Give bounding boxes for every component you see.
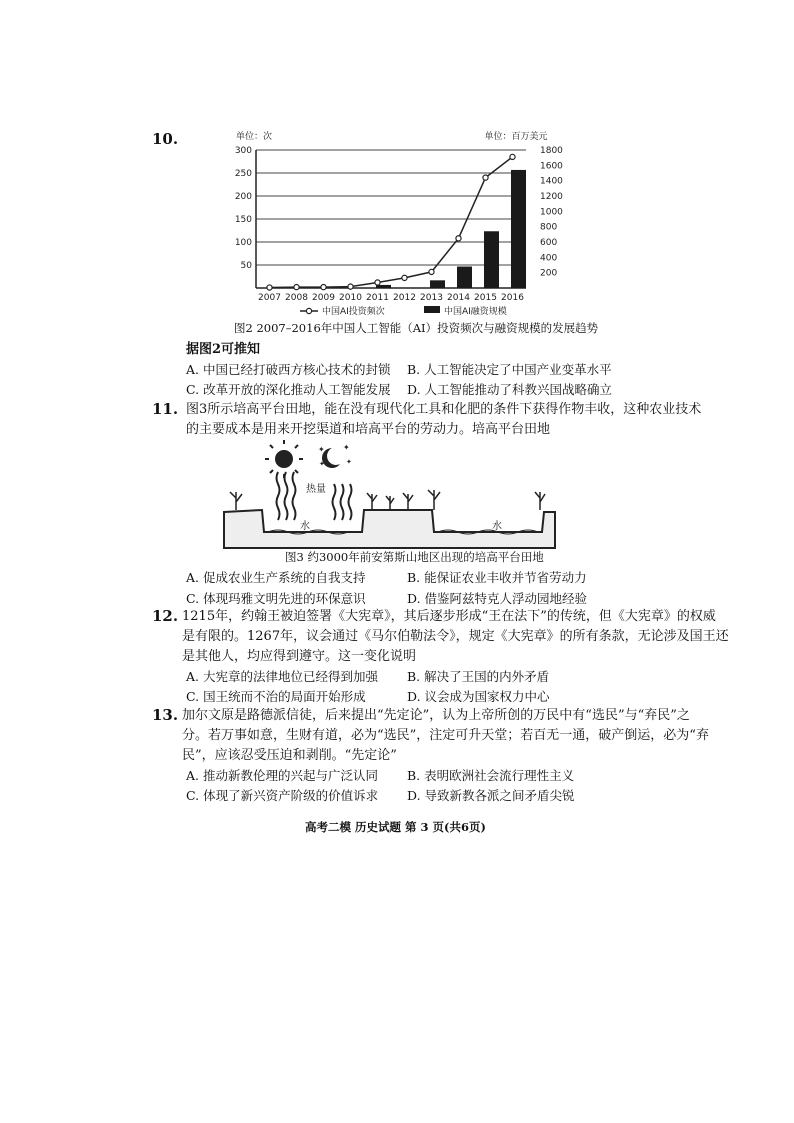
right-tick-label: 1000 [540, 207, 563, 218]
point-2014 [456, 236, 461, 241]
point-2010 [348, 284, 353, 289]
right-tick-label: 1400 [540, 176, 563, 187]
bar-2013 [430, 280, 445, 288]
frequency-line [270, 157, 513, 288]
q12-option-d[interactable]: D. 议会成为国家权力中心 [407, 689, 550, 704]
q10-option-a[interactable]: A. 中国已经打破西方核心技术的封锁 [186, 362, 391, 377]
point-2013 [429, 269, 434, 274]
legend-label-financing: 中国AI融资规模 [444, 307, 507, 317]
question-11-stem-line-2: 的主要成本是用来开挖渠道和培高平台的劳动力。培高平台田地 [186, 422, 551, 437]
x-tick-label: 2012 [393, 293, 416, 303]
water-label-1: 水 [300, 521, 310, 532]
point-2015 [483, 175, 488, 180]
figure-2-caption: 图2 2007–2016年中国人工智能（AI）投资频次与融资规模的发展趋势 [234, 321, 599, 335]
left-tick-label: 150 [234, 215, 252, 225]
question-12-stem-line-1: 1215年，约翰王被迫签署《大宪章》，其后逐步形成“王在法下”的传统，但《大宪章》的权威 [182, 609, 716, 624]
x-tick-label: 2011 [366, 293, 389, 303]
bar-2016 [511, 170, 526, 288]
question-11-number: 11. [152, 400, 179, 418]
right-axis-unit: 单位：百万美元 [484, 132, 548, 142]
q12-option-b[interactable]: B. 解决了王国的内外矛盾 [407, 669, 550, 684]
figure-3-caption: 图3 约3000年前安第斯山地区出现的培高平台田地 [285, 550, 544, 564]
point-2011 [375, 280, 380, 285]
q12-option-a[interactable]: A. 大宪章的法律地位已经得到加强 [186, 669, 378, 684]
point-2016 [510, 154, 515, 159]
x-tick-label: 2009 [312, 293, 335, 303]
right-tick-label: 1800 [540, 146, 563, 156]
q11-option-b[interactable]: B. 能保证农业丰收并节省劳动力 [407, 570, 587, 585]
point-2009 [321, 284, 326, 289]
sun-icon [265, 440, 303, 478]
q13-option-d[interactable]: D. 导致新教各派之间矛盾尖锐 [407, 788, 575, 803]
left-tick-label: 100 [234, 238, 252, 248]
q10-option-b[interactable]: B. 人工智能决定了中国产业变革水平 [407, 362, 612, 377]
x-tick-label: 2013 [420, 293, 443, 303]
question-13-stem-line-2: 分。若万事如意，生财有道，必为“选民”，注定可升天堂；若百无一通，破产倒运，必为“弃 [182, 728, 709, 743]
x-tick-label: 2010 [339, 293, 362, 303]
q10-option-d[interactable]: D. 人工智能推动了科教兴国战略确立 [407, 382, 613, 397]
question-12-number: 12. [152, 607, 179, 625]
terraced-field-svg [222, 440, 557, 550]
svg-text:✦: ✦ [343, 443, 350, 452]
svg-text:✦: ✦ [346, 458, 352, 466]
terrace-ground [224, 510, 555, 548]
legend-bar-swatch [424, 306, 440, 313]
moon-icon [318, 443, 352, 468]
heat-label: 热量 [306, 484, 326, 495]
x-tick-label: 2007 [258, 293, 281, 303]
legend-label-frequency: 中国AI投资频次 [322, 307, 385, 317]
question-13-stem-line-3: 民”，应该忍受压迫和剥削。“先定论” [182, 748, 397, 763]
page-footer: 高考二模 历史试题 第 3 页(共6页) [305, 820, 486, 834]
question-12-stem-line-3: 是其他人，均应得到遵守。这一变化说明 [182, 649, 417, 664]
question-11-stem-line-1: 图3所示培高平台田地，能在没有现代化工具和化肥的条件下获得作物丰收，这种农业技术 [186, 402, 702, 417]
q13-option-a[interactable]: A. 推动新教伦理的兴起与广泛认同 [186, 768, 378, 783]
question-10-stem: 据图2可推知 [186, 342, 261, 357]
point-2007 [267, 285, 272, 290]
point-2008 [294, 284, 299, 289]
right-tick-label: 200 [540, 268, 558, 279]
q11-option-d[interactable]: D. 借鉴阿兹特克人浮动园地经验 [407, 591, 588, 606]
q11-option-a[interactable]: A. 促成农业生产系统的自我支持 [186, 570, 366, 585]
right-tick-label: 1600 [540, 161, 563, 172]
bar-2015 [484, 231, 499, 288]
chart-figure-2 [226, 128, 586, 322]
left-tick-label: 300 [234, 146, 252, 156]
question-13-number: 13. [152, 706, 179, 724]
left-axis-unit: 单位：次 [236, 132, 273, 142]
chart-svg [226, 128, 586, 318]
bar-2014 [457, 267, 472, 288]
left-tick-label: 250 [234, 169, 252, 179]
x-tick-label: 2014 [447, 293, 470, 303]
q12-option-c[interactable]: C. 国王统而不治的局面开始形成 [186, 689, 366, 704]
water-label-2: 水 [492, 521, 502, 532]
svg-text:✦: ✦ [319, 460, 325, 468]
right-tick-label: 800 [540, 222, 558, 233]
q13-option-c[interactable]: C. 体现了新兴资产阶级的价值诉求 [186, 788, 379, 803]
svg-text:✦: ✦ [318, 445, 325, 454]
right-tick-label: 400 [540, 253, 558, 264]
left-tick-label: 50 [240, 261, 252, 271]
legend-line-marker [306, 308, 311, 313]
left-tick-label: 200 [234, 192, 252, 202]
terraced-field-illustration [222, 440, 557, 554]
q13-option-b[interactable]: B. 表明欧洲社会流行理性主义 [407, 768, 575, 783]
question-10-number: 10. [152, 130, 179, 148]
right-tick-label: 600 [540, 238, 558, 248]
right-tick-label: 1200 [540, 192, 563, 202]
q10-option-c[interactable]: C. 改革开放的深化推动人工智能发展 [186, 382, 391, 397]
x-tick-label: 2008 [285, 293, 308, 303]
q11-option-c[interactable]: C. 体现玛雅文明先进的环保意识 [186, 591, 366, 606]
x-tick-label: 2016 [501, 293, 524, 303]
point-2012 [402, 275, 407, 280]
question-12-stem-line-2: 是有限的。1267年，议会通过《马尔伯勒法令》，规定《大宪章》的所有条款，无论涉及国王还 [182, 629, 729, 644]
x-tick-label: 2015 [474, 293, 497, 303]
heat-arrows [277, 472, 352, 520]
question-13-stem-line-1: 加尔文原是路德派信徒，后来提出“先定论”，认为上帝所创的万民中有“选民”与“弃民”之 [182, 708, 690, 723]
